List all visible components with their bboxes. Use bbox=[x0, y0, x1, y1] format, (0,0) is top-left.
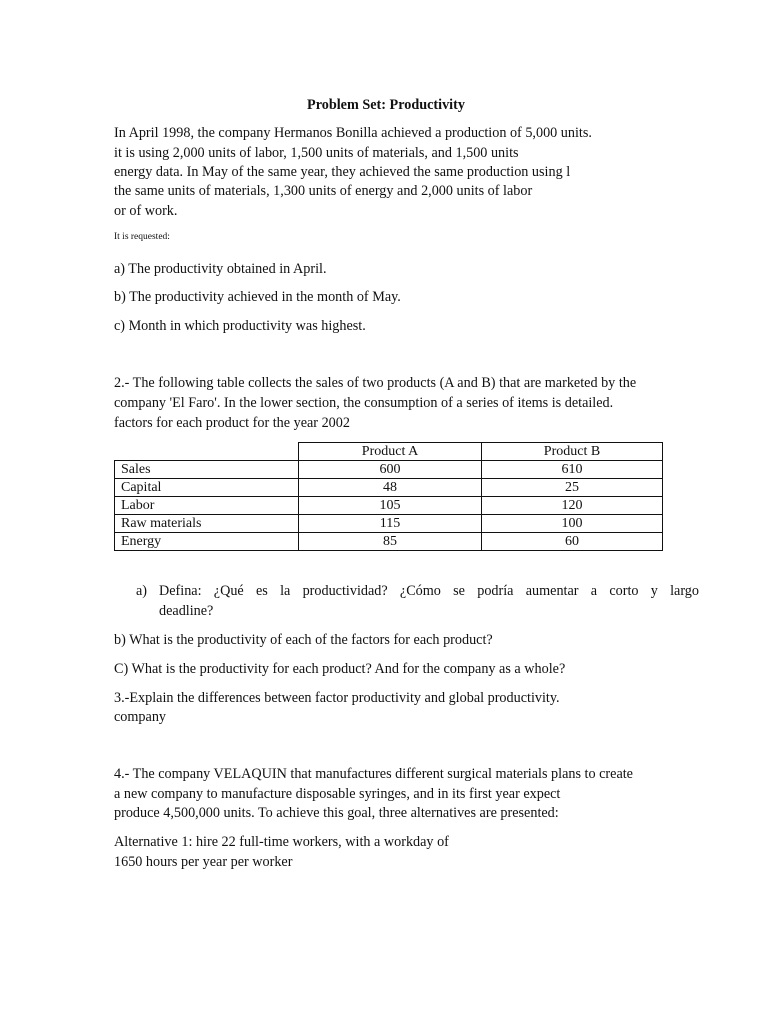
row-label: Sales bbox=[115, 461, 299, 479]
product-a-value: 105 bbox=[299, 497, 482, 515]
row-label: Labor bbox=[115, 497, 299, 515]
problem1-line: it is using 2,000 units of labor, 1,500 units of materials, and 1,500 units bbox=[114, 145, 519, 161]
product-b-value: 25 bbox=[482, 479, 663, 497]
table-header-blank bbox=[115, 443, 299, 461]
product-a-value: 115 bbox=[299, 515, 482, 533]
question-2a-line2: deadline? bbox=[159, 603, 214, 619]
problem2-line: company 'El Faro'. In the lower section, the consumption of a series of items is detailed. bbox=[114, 395, 614, 411]
problem4-line: a new company to manufacture disposable syringes, and in its first year expect bbox=[114, 786, 561, 802]
table-header-product-b: Product B bbox=[482, 443, 663, 461]
product-table bbox=[114, 442, 663, 551]
question-2a-line1: Defina: ¿Qué es la productividad? ¿Cómo se podría aumentar a corto y largo bbox=[159, 583, 699, 599]
question-2b: b) What is the productivity of each of the factors for each product? bbox=[114, 632, 493, 648]
table-row bbox=[115, 515, 663, 533]
product-a-value: 600 bbox=[299, 461, 482, 479]
product-a-value: 48 bbox=[299, 479, 482, 497]
table-header-product-a: Product A bbox=[299, 443, 482, 461]
problem3-line: 3.-Explain the differences between factor productivity and global productivity. bbox=[114, 690, 560, 706]
alternative1-line: 1650 hours per year per worker bbox=[114, 854, 293, 870]
problem1-line: the same units of materials, 1,300 units of energy and 2,000 units of labor bbox=[114, 183, 533, 199]
question-1b: b) The productivity achieved in the month of May. bbox=[114, 289, 401, 305]
page-title: Problem Set: Productivity bbox=[307, 97, 465, 113]
table-row bbox=[115, 533, 663, 551]
question-1c: c) Month in which productivity was highest. bbox=[114, 318, 366, 334]
question-2a-marker: a) bbox=[136, 583, 148, 599]
question-1a: a) The productivity obtained in April. bbox=[114, 261, 327, 277]
row-label: Energy bbox=[115, 533, 299, 551]
product-b-value: 100 bbox=[482, 515, 663, 533]
table-row bbox=[115, 461, 663, 479]
problem4-line: 4.- The company VELAQUIN that manufactures different surgical materials plans to create bbox=[114, 766, 633, 782]
product-a-value: 85 bbox=[299, 533, 482, 551]
question-2c: C) What is the productivity for each product? And for the company as a whole? bbox=[114, 661, 566, 677]
row-label: Capital bbox=[115, 479, 299, 497]
row-label: Raw materials bbox=[115, 515, 299, 533]
problem2-line: 2.- The following table collects the sales of two products (A and B) that are marketed by the bbox=[114, 375, 637, 391]
alternative1-line: Alternative 1: hire 22 full-time workers, with a workday of bbox=[114, 834, 449, 850]
problem3-line: company bbox=[114, 709, 167, 725]
table-row bbox=[115, 479, 663, 497]
product-b-value: 120 bbox=[482, 497, 663, 515]
product-b-value: 610 bbox=[482, 461, 663, 479]
problem1-line: energy data. In May of the same year, they achieved the same production using l bbox=[114, 164, 571, 180]
table-header-row bbox=[115, 443, 663, 461]
product-b-value: 60 bbox=[482, 533, 663, 551]
problem4-line: produce 4,500,000 units. To achieve this goal, three alternatives are presented: bbox=[114, 805, 559, 821]
problem1-line: or of work. bbox=[114, 203, 178, 219]
problem1-line: In April 1998, the company Hermanos Bonilla achieved a production of 5,000 units. bbox=[114, 125, 592, 141]
requested-label: It is requested: bbox=[114, 232, 170, 242]
problem2-line: factors for each product for the year 2002 bbox=[114, 415, 350, 431]
table-row bbox=[115, 497, 663, 515]
